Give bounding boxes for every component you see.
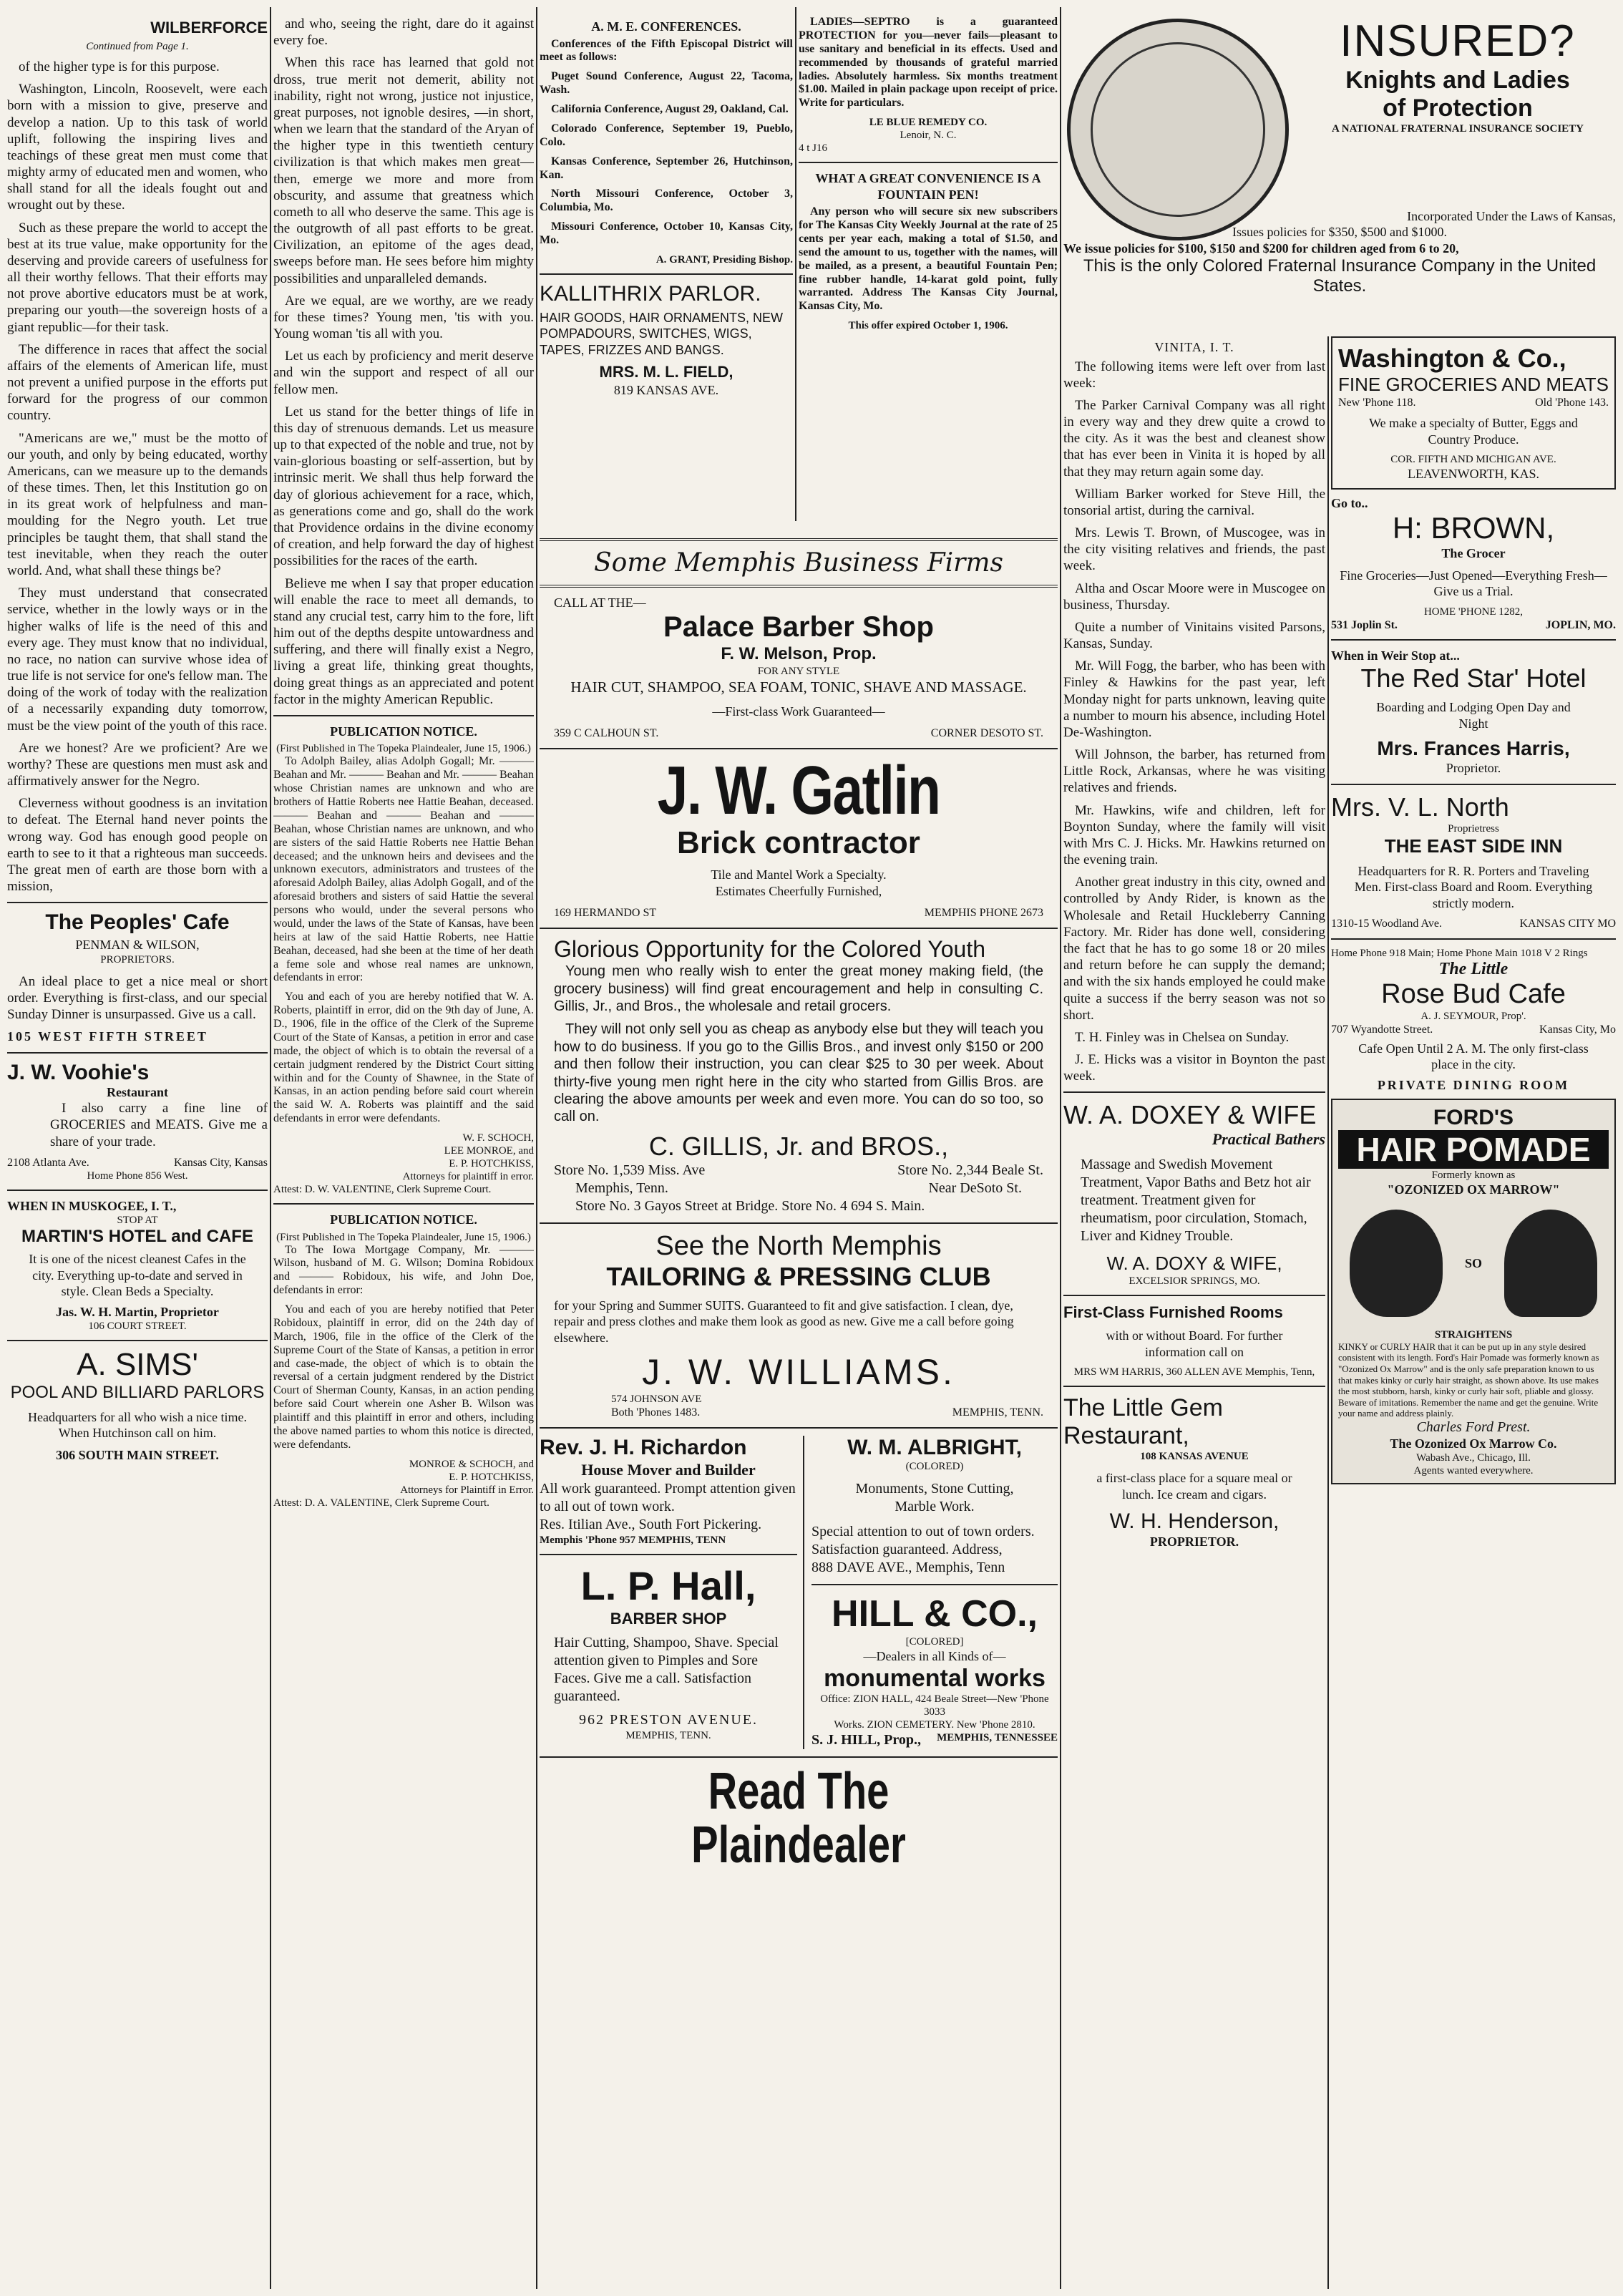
ad-proprietor: F. W. Melson, Prop.: [721, 643, 877, 663]
notice-paragraph: You and each of you are hereby notified that Peter Robidoux, plaintiff in error, did on the 24th day of March, 1906, file in the office of the Clerk of the Supreme Court of the State of Kansas, a petition in error and case-made, the object of which is to obtain the reversal of a certain judgment rendered by the District Court of Sherman County, Kansas, in an action pending before said Court wherein one Asher B. Wilson was plaintiff and this plaintiff in error and others, including the above named parties to whom this notice is directed, were defendants.: [273, 1303, 534, 1451]
store-2: Store No. 2,344 Beale St.: [897, 1162, 1043, 1178]
ad-address: 962 PRESTON AVENUE.: [578, 1712, 759, 1728]
ad-address: 531 Joplin St.: [1331, 618, 1398, 631]
ad-name: W. H. Henderson,: [1109, 1509, 1280, 1534]
notice-signature: [273, 1132, 534, 1183]
ad-phone: Memphis 'Phone 957 MEMPHIS, TENN: [540, 1534, 726, 1546]
ad-title: H: BROWN,: [1392, 511, 1555, 545]
ad-guarantee: —First-class Work Guaranteed—: [712, 704, 885, 719]
paragraph: The Parker Carnival Company was all right in every way and they drew quite a crowd to the city. As it was the best and cleanest show that has ever been in Vinita it is hoped by all that they may return again some day.: [1063, 397, 1325, 480]
signature-line: E. P. HOTCHKISS,: [449, 1158, 534, 1169]
ad-address: 574 JOHNSON AVE: [611, 1393, 702, 1406]
ad-incorporated: Incorporated Under the Laws of Kansas,: [1407, 209, 1616, 223]
east-side-inn-ad: [1331, 792, 1616, 931]
section-title: A. M. E. CONFERENCES.: [591, 19, 741, 34]
paragraph: Cleverness without goodness is an invitation to defeat. The Eternal hand never points the wrong way. God has enough good people on earth to see to it that a righteous man succeeds. The great men of earth are those born with a mission,: [7, 796, 268, 895]
column-rule: [1060, 7, 1061, 2289]
ad-address-corner: CORNER DESOTO ST.: [930, 727, 1043, 740]
ad-residence: Res. Itilian Ave., South Fort Pickering.: [540, 1516, 762, 1532]
hill-co-ad: [812, 1592, 1058, 1749]
ad-address: 108 KANSAS AVENUE: [1140, 1451, 1249, 1463]
ad-title: W. M. ALBRIGHT,: [847, 1436, 1022, 1460]
ad-formerly: Formerly known as: [1431, 1169, 1516, 1182]
list-item: Kansas Conference, September 26, Hutchinson, Kan.: [540, 155, 793, 181]
ad-dealers: —Dealers in all Kinds of—: [863, 1649, 1006, 1664]
insurance-ad: [1063, 16, 1616, 328]
hall-barber-ad: [540, 1562, 797, 1743]
list-item: North Missouri Conference, October 3, Columbia, Mo.: [540, 188, 793, 214]
ad-agents: Agents wanted everywhere.: [1413, 1465, 1534, 1477]
notice-signature: [273, 1458, 534, 1497]
ad-subtitle: POOL AND BILLIARD PARLORS: [10, 1382, 265, 1402]
ad-proprietor: A. J. SEYMOUR, Prop'.: [1420, 1010, 1526, 1022]
ad-lead: WHEN IN MUSKOGEE, I. T.,: [7, 1198, 177, 1213]
ad-address: 707 Wyandotte Street.: [1331, 1023, 1433, 1036]
ad-name: C. GILLIS, Jr. and BROS.,: [648, 1131, 949, 1161]
city-2: Near DeSoto St.: [928, 1179, 1022, 1196]
column-rule: [795, 7, 796, 521]
ad-title: J. W. Gatlin: [657, 752, 940, 830]
ad-title: Glorious Opportunity for the Colored Youth: [554, 936, 986, 963]
ad-script: Practical Bathers: [1212, 1130, 1325, 1149]
notice-title: PUBLICATION NOTICE.: [330, 1212, 477, 1227]
signature-line: MONROE & SCHOCH, and: [409, 1458, 534, 1470]
ad-the: The Little: [1438, 959, 1509, 978]
list-item: Puget Sound Conference, August 22, Tacoma, Wash.: [540, 70, 793, 97]
ad-contact: MRS WM HARRIS, 360 ALLEN AVE Memphis, Tenn,: [1073, 1366, 1315, 1378]
column-rule: [1327, 336, 1329, 2289]
fountain-pen-ad: [799, 170, 1058, 332]
ad-body: I also carry a fine line of GROCERIES and MEATS. Give me a share of your trade.: [50, 1101, 268, 1149]
paragraph: Altha and Oscar Moore were in Muscogee on business, Thursday.: [1063, 580, 1325, 613]
ad-city: Kansas City, Kansas: [174, 1156, 268, 1169]
paragraph: J. E. Hicks was a visitor in Boynton the past week.: [1063, 1052, 1325, 1084]
kallithrix-ad: [540, 282, 793, 399]
ad-city: Kansas City, Mo: [1539, 1023, 1616, 1036]
section-banner: Some Memphis Business Firms: [593, 548, 1003, 578]
ad-title: INSURED?: [1340, 16, 1576, 66]
ad-proprietor: Proprietor.: [1446, 761, 1501, 776]
ad-name: Mrs. Frances Harris,: [1377, 737, 1570, 760]
ad-title: The Red Star' Hotel: [1360, 663, 1587, 694]
ad-subtitle: BARBER SHOP: [610, 1609, 727, 1628]
ad-address: Wabash Ave., Chicago, Ill.: [1416, 1452, 1531, 1464]
ad-phones: Home Phone 918 Main; Home Phone Main 1018 V 2 Rings: [1331, 947, 1588, 959]
paragraph: Are we equal, are we worthy, are we ready for these times? Young men, 'tis with you. Young woman 'tis all with you.: [273, 293, 534, 342]
voohie-ad: [7, 1061, 268, 1182]
fords-pomade-ad: [1331, 1099, 1616, 1484]
ame-conferences: [540, 19, 793, 266]
ad-lead: CALL AT THE—: [554, 595, 646, 610]
ad-title: Rev. J. H. Richardon: [540, 1436, 747, 1460]
ad-children: We issue policies for $100, $150 and $200 for children aged from 6 to 20,: [1063, 240, 1459, 256]
ad-proprietor: PROPRIETOR.: [1149, 1534, 1239, 1550]
paragraph: William Barker worked for Steve Hill, the tonsorial artist, during the carnival.: [1063, 486, 1325, 518]
ad-title: KALLITHRIX PARLOR.: [540, 281, 761, 306]
ad-private: PRIVATE DINING ROOM: [1377, 1077, 1570, 1092]
ad-body: An ideal place to get a nice meal or short order. Everything is first-class, and our special Sunday Dinner is unsurpassed. Give us a call.: [7, 973, 268, 1023]
ad-big: HAIR POMADE: [1338, 1130, 1609, 1169]
paragraph: Another great industry in this city, owned and controlled by Andy Rider, is known as the Wholesale and Retail Huckleberry Canning Factory. Mr. Rider has done well, considering the fact that he has to go some 18 or 20 miles and return before he can supply the demand; and with the six hands employed he could make quite a success if the berry season was not so short.: [1063, 875, 1325, 1023]
ad-body: Hair Cutting, Shampoo, Shave. Special attention given to Pimples and Sore Faces. Give me a call. Satisfaction guaranteed.: [554, 1635, 779, 1705]
ad-proprietor: Jas. W. H. Martin, Proprietor: [56, 1304, 219, 1319]
notice-paragraph: To The Iowa Mortgage Company, Mr. ——— Wilson, husband of M. G. Wilson; Domina Robidoux and ——— Robidoux, his wife, and John Doe, defendants in error:: [273, 1243, 534, 1297]
washington-co-ad: [1331, 336, 1616, 490]
ad-body: Special attention to out of town orders. Satisfaction guaranteed. Address,: [812, 1524, 1035, 1558]
ad-proprietors: PROPRIETORS.: [100, 953, 175, 965]
ad-address: 359 C CALHOUN ST.: [554, 727, 659, 740]
ad-body: Any person who will secure six new subscribers for The Kansas City Weekly Journal at the rate of 25 cents per year each, making a total of $1.50, and send the amount to us, together with the names, will be mailed, as a present, a beautiful Fountain Pen; fine rubber handle, 14-karat gold point, fully warranted. Address The Kansas City Journal, Kansas City, Mo.: [799, 205, 1058, 313]
before-after-image: [1338, 1202, 1609, 1324]
store-1: Store No. 1,539 Miss. Ave: [554, 1162, 706, 1178]
ad-address: 2108 Atlanta Ave.: [7, 1156, 89, 1169]
list-item: Missouri Conference, October 10, Kansas City, Mo.: [540, 220, 793, 246]
ad-issues: Issues policies for $350, $500 and $1000.: [1232, 225, 1447, 239]
ad-body: Cafe Open Until 2 A. M. The only first-class place in the city.: [1358, 1041, 1589, 1072]
ad-subtitle: Brick contractor: [677, 825, 920, 861]
paragraph: Will Johnson, the barber, has returned from Little Rock, Arkansas, where he was visiting relatives and friends.: [1063, 747, 1325, 796]
ad-address: 169 HERMANDO ST: [554, 907, 657, 920]
ad-body: Fine Groceries—Just Opened—Everything Fresh—Give us a Trial.: [1340, 568, 1607, 599]
paragraph: Believe me when I say that proper education will enable the race to meet all demands, to stand any crucial test, carry him to the fore, lift him out of the depths despite untowardness and suffering, and there will finally exist a Negro, living a great life, thinking great thoughts, doing great things as an appreciated and potent factor in the mighty American Republic.: [273, 575, 534, 707]
ad-name: W. A. DOXY & WIFE,: [1106, 1252, 1282, 1275]
notice-attest: Attest: D. W. VALENTINE, Clerk Supreme Court.: [273, 1184, 492, 1195]
ad-body: Monuments, Stone Cutting, Marble Work.: [855, 1481, 1014, 1515]
city-1: Memphis, Tenn.: [575, 1179, 668, 1196]
ad-phone-old: Old 'Phone 143.: [1535, 397, 1609, 409]
ad-name: J. W. WILLIAMS.: [642, 1352, 955, 1393]
column-rule: [536, 7, 537, 2289]
ad-phone: Home Phone 856 West.: [87, 1169, 188, 1182]
notice-subtitle: (First Published in The Topeka Plaindealer, June 15, 1906.): [276, 1231, 531, 1243]
publication-notice-1: [273, 724, 534, 1196]
ad-body: HAIR GOODS, HAIR ORNAMENTS, NEW POMPADOURS, SWITCHES, WIGS, TAPES, FRIZZES AND BANGS.: [540, 310, 784, 357]
ad-body: Massage and Swedish Movement Treatment, Vapor Baths and Betz hot air treatment. Treatment given for rheumatism, poor circulation, Stomach, Liver and Kidney Trouble.: [1081, 1157, 1311, 1245]
ad-subtitle: House Mover and Builder: [581, 1461, 756, 1479]
ad-address: 105 WEST FIFTH STREET: [7, 1029, 208, 1044]
paragraph: and who, seeing the right, dare do it against every foe.: [273, 16, 534, 49]
ad-title: WHAT A GREAT CONVENIENCE IS A FOUNTAIN PEN!: [815, 171, 1041, 202]
rose-bud-cafe-ad: [1331, 947, 1616, 1094]
ad-title: MARTIN'S HOTEL and CAFE: [21, 1227, 253, 1247]
right-stack: [804, 1436, 1058, 1749]
list-item: California Conference, August 29, Oakland, Cal.: [551, 103, 789, 115]
ad-title: HILL & CO.,: [832, 1593, 1038, 1635]
ad-title: First-Class Furnished Rooms: [1063, 1303, 1283, 1322]
left-stack: [540, 1436, 804, 1749]
column-5: [1063, 336, 1325, 2282]
ad-address: COR. FIFTH AND MICHIGAN AVE.: [1390, 454, 1556, 466]
ad-code: 4 t J16: [799, 142, 828, 155]
ad-subtitle: The Grocer: [1441, 546, 1506, 561]
column-3-top: [540, 16, 793, 531]
signature-line: E. P. HOTCHKISS,: [449, 1471, 534, 1483]
ad-city: JOPLIN, MO.: [1545, 618, 1616, 631]
ad-body: It is one of the nicest cleanest Cafes in the city. Everything up-to-date and served in style. Clean Beds a Specialty.: [29, 1252, 246, 1299]
ad-inn: THE EAST SIDE INN: [1384, 835, 1563, 857]
store-3: Store No. 3 Gayos Street at Bridge. Store No. 4 694 S. Main.: [575, 1197, 925, 1214]
paragraph: The following items were left over from last week:: [1063, 359, 1325, 391]
ad-style: FOR ANY STYLE: [757, 665, 840, 677]
ad-subtitle: TAILORING & PRESSING CLUB: [606, 1261, 991, 1291]
ad-title: The Little Gem Restaurant,: [1063, 1394, 1223, 1450]
column-4-top: [799, 16, 1058, 531]
ad-body: Estimates Cheerfully Furnished,: [715, 883, 882, 898]
ad-title: L. P. Hall,: [580, 1562, 756, 1608]
ad-title: Mrs. V. L. North: [1331, 792, 1509, 822]
ad-only: This is the only Colored Fraternal Insurance Company in the United States.: [1083, 256, 1597, 296]
ad-phone: Both 'Phones 1483.: [611, 1406, 701, 1419]
ad-city: MEMPHIS, TENNESSEE: [937, 1731, 1058, 1743]
ad-title: The Peoples' Cafe: [45, 910, 230, 935]
ad-office: Office: ZION HALL, 424 Beale Street—New 'Phone 3033: [820, 1693, 1049, 1718]
continued-note: Continued from Page 1.: [86, 41, 189, 52]
ad-city: MEMPHIS, TENN.: [952, 1406, 1043, 1419]
ad-address: 1310-15 Woodland Ave.: [1331, 918, 1442, 930]
ad-body: Tile and Mantel Work a Specialty.: [711, 867, 887, 882]
ad-title: J. W. Voohie's: [7, 1060, 150, 1084]
ad-body: Young men who really wish to enter the great money making field, (the grocery business) will find great encouragement and help in consulting C. Gillis, Jr., and Bros., the wholesale and retail grocers.: [554, 963, 1043, 1015]
ad-body: Headquarters for all who wish a nice time. When Hutchinson call on him.: [28, 1409, 247, 1441]
signature-line: Attorneys for Plaintiff in Error.: [400, 1484, 534, 1496]
column-1: [7, 16, 268, 2282]
ad-body: Headquarters for R. R. Porters and Traveling Men. First-class Board and Room. Everything strictly modern.: [1354, 863, 1593, 910]
ad-title: FORD'S: [1433, 1106, 1514, 1130]
ad-address: 819 KANSAS AVE.: [613, 382, 719, 397]
article-body: [7, 59, 268, 895]
ad-city: KANSAS CITY MO: [1519, 918, 1616, 930]
ad-straighten: STRAIGHTENS: [1434, 1328, 1513, 1341]
ad-body: LADIES—SEPTRO is a guaranteed PROTECTION for you—never fails—pleasant to use sanitary and beneficial in its effects. Used and recommended by thousands of grateful married ladies. Absolutely harmless. Six months treatment $1.00. Mailed in plain package upon receipt of price. Write for particulars.: [799, 16, 1058, 110]
paragraph: T. H. Finley was in Chelsea on Sunday.: [1075, 1029, 1290, 1045]
ad-subtitle: [COLORED]: [905, 1636, 964, 1648]
signature-line: LEE MONROE, and: [444, 1145, 534, 1157]
paragraph: Are we honest? Are we proficient? Are we worthy? These are questions men must ask and affirmatively answer for the Negro.: [7, 740, 268, 789]
ad-title: Rose Bud Cafe: [1381, 978, 1566, 1009]
paragraph: They must understand that consecrated service, whether in the lowly ways or in the higher walks of life is the need of this and every age. They must know that no individual, no race, no nation can survive whose idea of true life is not service for one's fellow man. The doing of the work of today with the realization of a necessarily expanding duty tomorrow, must be the view point of the youth of this race.: [7, 585, 268, 734]
ad-body: They will not only sell you as cheap as anybody else but they will teach you how to do business. If you go to the Gillis Bros., and invest only $150 or 200 and then follow their instruction, you can clear $25 to 30 per week. About thirty-five young men right here in the city who started from Gillis Bros. are clearing the above amounts per week and even more. You can do so too, so call on.: [554, 1021, 1043, 1125]
ad-title: Washington & Co.,: [1338, 344, 1566, 373]
article-heading: WILBERFORCE: [150, 19, 268, 37]
ad-city: MEMPHIS, TENN.: [625, 1730, 711, 1742]
ad-signature: Charles Ford Prest.: [1416, 1419, 1531, 1435]
insurance-header: [1300, 16, 1616, 135]
ad-address: 888 DAVE AVE., Memphis, Tenn: [812, 1560, 1005, 1576]
paragraph: When this race has learned that gold not dross, true merit not demerit, ability not inability, right not wrong, justice not injustice, great purposes, not ignoble desires, —in short, when we learn that the standard of the Aryan of the higher type in this twentieth century civilization is that which makes men great—then, emerge we more and more from obscurity, and assume that greatness which cometh to all who deserve the same. This age is the outgrowth of all past efforts to be great. Civilization, an epitome of the ages dead, sweeps before man. He sees before him mighty possibilities and unparalleled demands.: [273, 55, 534, 286]
septro-ad: [799, 16, 1058, 155]
list-item: Colorado Conference, September 19, Pueblo, Colo.: [540, 122, 793, 148]
vinita-news: [1063, 339, 1325, 1084]
ad-so: SO: [1464, 1255, 1482, 1270]
ad-lead: When in Weir Stop at...: [1331, 648, 1460, 663]
ad-works: monumental works: [824, 1664, 1046, 1692]
ad-title: A. SIMS': [77, 1347, 198, 1383]
ad-body: for your Spring and Summer SUITS. Guaranteed to fit and give satisfaction. I clean, dye, repair and press clothes and make them look as good as new. Give me a call before going elsewhere.: [554, 1298, 1014, 1345]
ad-subtitle: FINE GROCERIES AND MEATS: [1338, 374, 1609, 395]
ad-phone: MEMPHIS PHONE 2673: [924, 907, 1043, 920]
ad-ozonized: "OZONIZED OX MARROW": [1387, 1182, 1560, 1197]
rooms-ad: [1063, 1303, 1325, 1378]
ad-city: EXCELSIOR SPRINGS, MO.: [1129, 1275, 1260, 1288]
paragraph: Mr. Will Fogg, the barber, who has been with Finley & Hawkins for the past year, left Monday night for parts unknown, leaving quite a number to mourn his absence, including Hotel De-Washington.: [1063, 658, 1325, 740]
paragraph: Quite a number of Vinitains visited Parsons, Kansas, Sunday.: [1063, 619, 1325, 652]
doxey-ad: [1063, 1100, 1325, 1288]
paragraph: Such as these prepare the world to accept the best at its true value, make opportunity for the deserving and provide careers of usefulness for all their worthy fellows. That their efforts may not prove abortive educators must be at work, preparing our youth—the sovereign hosts of a giant republic—for their task.: [7, 220, 268, 335]
ad-subtitle: Restaurant: [107, 1084, 168, 1099]
ad-city: LEAVENWORTH, KAS.: [1407, 467, 1540, 482]
ad-address: 306 SOUTH MAIN STREET.: [56, 1447, 219, 1462]
paragraph: Mr. Hawkins, wife and children, left for Boynton Sunday, where the family will visit with Mrs C. J. Hicks. Mr. Hawkins returned on the evening train.: [1063, 802, 1325, 868]
notice-paragraph: You and each of you are hereby notified that W. A. Roberts, plaintiff in error, did on the 9th day of June, A. D., 1906, file in the office of the Clerk of the Supreme Court of the State of Kansas, a petition in error and case made, the object of which is to obtain the reversal of a certain judgment rendered by the District Court sitting within and for the County of Shawnee, in the State of Kansas, in an action pending before said court wherein the said W. A. Roberts was plaintiff and the said defendants in error were defendants.: [273, 991, 534, 1125]
ad-lead: Go to..: [1331, 495, 1368, 510]
paragraph: Washington, Lincoln, Roosevelt, were each born with a mission to give, preserve and develop a nation. Up to this task of world uplift, following the inspiring lives and teachings of these great men must come that mighty army of educated men and women, who shall stand for all the ideals fought out and wrought out by these.: [7, 82, 268, 213]
ad-body: KINKY or CURLY HAIR that it can be put up in any style desired consistent with its length. Ford's Hair Pomade was formerly known as "Ozonized Ox Marrow" and is the only safe preparation known to us that makes kinky or curly hair straight, as shown above. Its use makes the most stubborn, harsh, kinky or curly hair soft, pliable and glossy. Beware of imitations. Remember the name and get the genuine. Write your name and address plainly.: [1338, 1341, 1599, 1419]
publication-notice-2: [273, 1212, 534, 1509]
signature-line: W. F. SCHOCH,: [462, 1132, 534, 1144]
ad-org: Knights and Ladies: [1345, 67, 1570, 94]
column-rule: [270, 7, 271, 2289]
paragraph: "Americans are we," must be the motto of our youth, and only by being educated, worthy Americans, can we measure up to the demands of these times. Then, let this Institution go on in its great work of helpfulness and man-moulding for the Negro youth. Let true principles be taught them, that shall stand the test inevitable, when they reach the outer world. And, what shall these things be?: [7, 430, 268, 578]
ad-works-address: Works. ZION CEMETERY. New 'Phone 2810.: [834, 1718, 1035, 1731]
ad-title: Palace Barber Shop: [663, 611, 934, 643]
gillis-ad: [540, 936, 1058, 1215]
section-intro: Conferences of the Fifth Episcopal District will meet as follows:: [540, 37, 793, 64]
ad-subtitle: (COLORED): [905, 1461, 964, 1473]
signature-line: Attorneys for plaintiff in error.: [402, 1171, 534, 1182]
notice-title: PUBLICATION NOTICE.: [330, 724, 477, 739]
sims-ad: [7, 1348, 268, 1463]
paragraph: Mrs. Lewis T. Brown, of Muscogee, was in the city visiting relatives and friends, the past week.: [1063, 525, 1325, 574]
ad-body: HAIR CUT, SHAMPOO, SEA FOAM, TONIC, SHAVE AND MASSAGE.: [570, 678, 1027, 696]
palace-barber-ad: [540, 595, 1058, 741]
martin-hotel-ad: [7, 1198, 268, 1333]
albright-ad: [812, 1436, 1058, 1577]
section-title: VINITA, I. T.: [1154, 340, 1234, 354]
seal-icon: [1067, 19, 1289, 240]
ad-company: LE BLUE REMEDY CO.: [869, 117, 988, 129]
ad-phone: HOME 'PHONE 1282,: [1423, 605, 1524, 618]
gatlin-ad: [540, 752, 1058, 920]
column-2: [273, 16, 534, 2282]
ad-phone-new: New 'Phone 118.: [1338, 397, 1416, 409]
ad-body: All work guaranteed. Prompt attention given to all out of town work.: [540, 1480, 796, 1514]
ad-proprietress: Proprietress: [1448, 822, 1499, 835]
paragraph: The difference in races that affect the social affairs of the elements of American life, must not prevent a unified purpose in the efforts put forward for the progress of our common country.: [7, 341, 268, 424]
notice-subtitle: (First Published in The Topeka Plaindealer, June 15, 1906.): [276, 743, 531, 755]
ad-body: We make a specialty of Butter, Eggs and Country Produce.: [1369, 416, 1578, 447]
insurance-details: [1063, 209, 1616, 296]
ad-name: MRS. M. L. FIELD,: [599, 363, 733, 381]
red-star-hotel-ad: [1331, 648, 1616, 777]
ad-expire: This offer expired October 1, 1906.: [848, 320, 1008, 332]
column-6-content: [1331, 336, 1616, 2282]
little-gem-ad: [1063, 1394, 1325, 1550]
head-straight-icon: [1504, 1210, 1597, 1317]
read-plaindealer-banner: Read The Plaindealer: [691, 1762, 906, 1874]
ad-owners: PENMAN & WILSON,: [75, 938, 200, 953]
ad-city: Lenoir, N. C.: [900, 130, 957, 142]
brown-grocer-ad: [1331, 495, 1616, 632]
paragraph: Let us each by proficiency and merit deserve and win the support and respect of all our fellow men.: [273, 349, 534, 397]
ad-body: a first-class place for a square meal or lunch. Ice cream and cigars.: [1096, 1471, 1292, 1502]
notice-paragraph: To Adolph Bailey, alias Adolph Gogall; Mr. ——— Beahan and Mr. ——— Beahan and Mr. ——— Beahan whose Christian names are unknown and who are brothers of Hattie Roberts nee Hattie Beahan, deceased. ——— Beahan and ——— Beahan and ——— Beahan, whose Christian names are unknown, and who are sisters of the said Hattie Roberts nee Hattie Behan deceased; and the unknown heirs and devisees and the unknown executors, administrators and trustees of the aforesaid Adolph Bailey, alias Adolph Gogall, and of the aforesaid brothers and sisters of said Hattie the several persons who would, under the several persons who would, under the laws of the State of Kansas, have been heirs at law of the said Hattie Roberts, nee Hattie Beahan, deceased, had she been at the time of her death a feme sole and whose real names are unknown, defendants in error:: [273, 755, 534, 984]
ad-address: 106 COURT STREET.: [88, 1320, 187, 1333]
peoples-cafe-ad: [7, 910, 268, 1045]
head-kinky-icon: [1350, 1210, 1443, 1317]
ad-subtitle: A NATIONAL FRATERNAL INSURANCE SOCIETY: [1331, 123, 1584, 135]
memphis-firms: [540, 531, 1058, 1873]
ad-title: See the North Memphis: [655, 1230, 942, 1261]
article-body: [273, 16, 534, 708]
ad-body: Boarding and Lodging Open Day and Night: [1376, 700, 1571, 731]
paragraph: of the higher type is for this purpose.: [19, 59, 220, 74]
ad-org-2: of Protection: [1383, 94, 1533, 122]
ad-body: with or without Board. For further information call on: [1106, 1328, 1283, 1359]
richardon-ad: [540, 1436, 797, 1547]
notice-attest: Attest: D. A. VALENTINE, Clerk Supreme Court.: [273, 1497, 489, 1509]
ad-proprietor: S. J. HILL, Prop.,: [812, 1731, 921, 1748]
ad-title: W. A. DOXEY & WIFE: [1063, 1100, 1317, 1130]
ad-stop: STOP AT: [117, 1215, 158, 1227]
ad-company: The Ozonized Ox Marrow Co.: [1390, 1436, 1557, 1451]
section-sign: A. GRANT, Presiding Bishop.: [655, 253, 793, 266]
paragraph: Let us stand for the better things of life in this day of strenuous demands. Let us measure up to that expected of the noble and true, not by vain-glorious boasting or self-assertion, but by intrinsic merit. We shall thus help forward the day of glorious achievement for a race, which, as generations come and go, shall do the work that Providence ordains in the divine economy of creation, and help forward the day of highest possibilities for the races of the earth.: [273, 404, 534, 569]
tailoring-ad: [540, 1231, 1058, 1421]
